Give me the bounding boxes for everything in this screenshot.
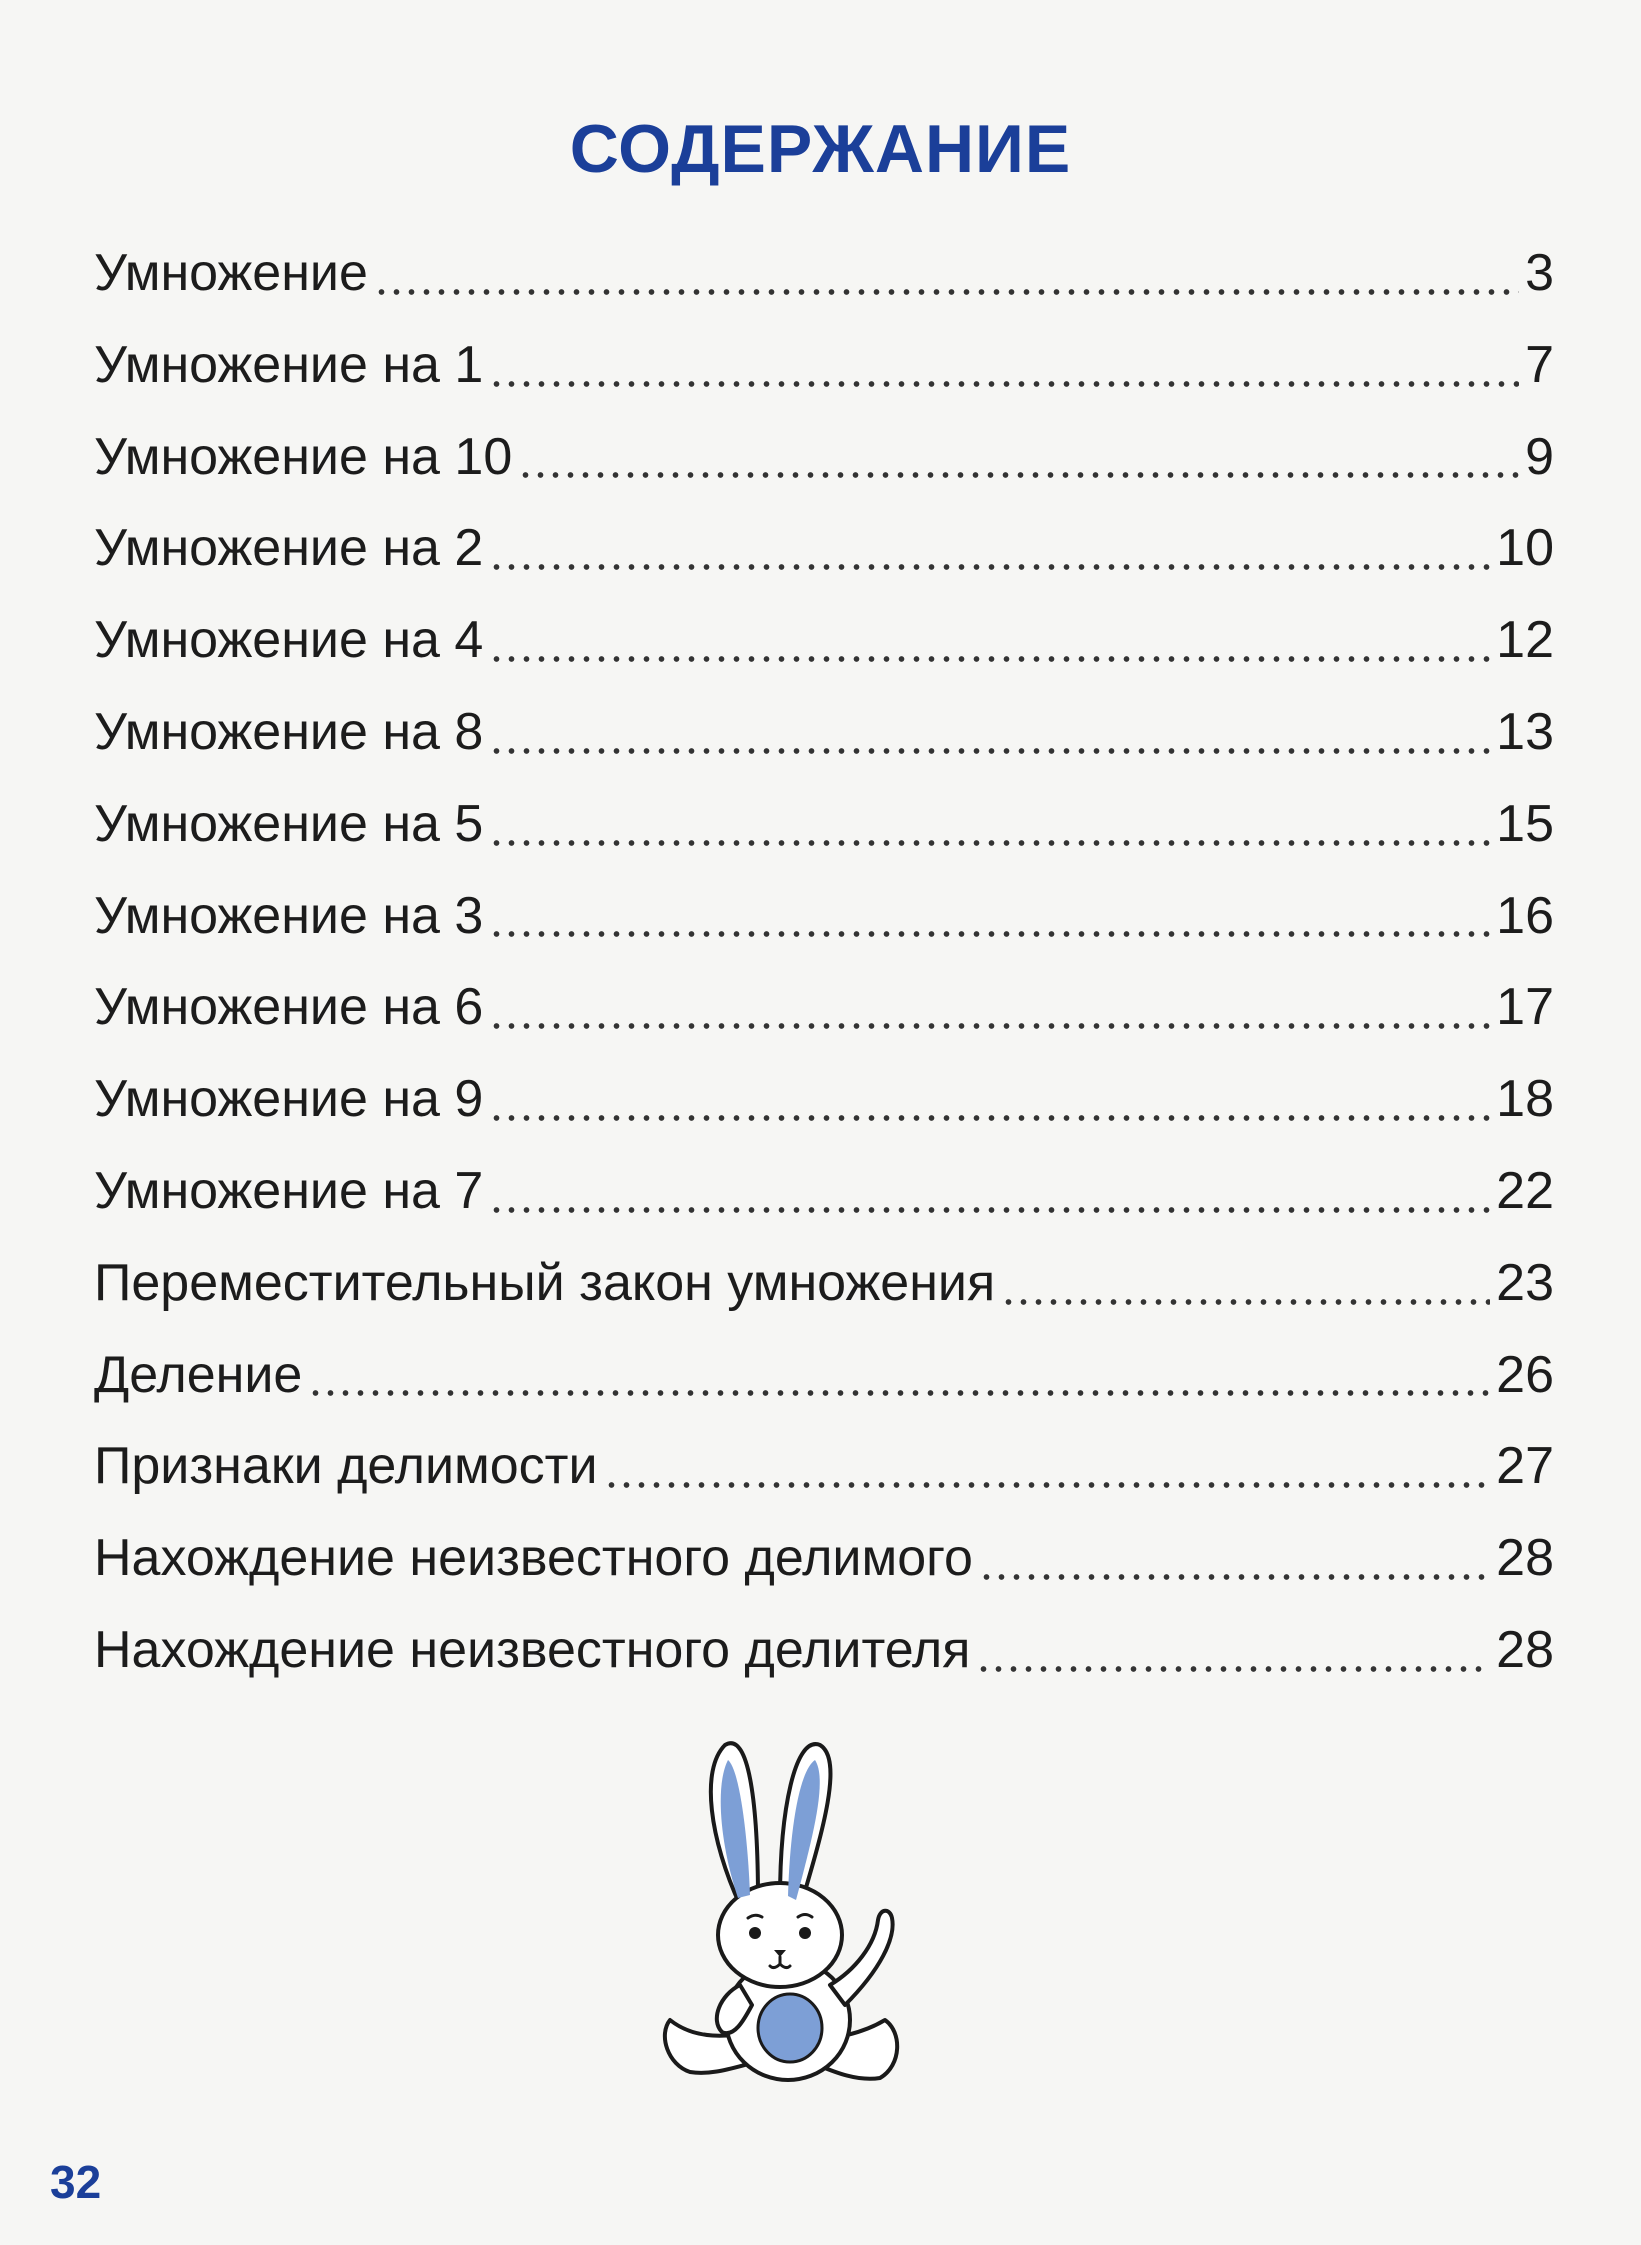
toc-entry-page: 18 [1496,1070,1554,1129]
toc-entry [94,1513,1554,1605]
toc-entry [94,595,1554,687]
toc-entry-label: Деление [94,1345,303,1404]
toc-entry-label: Переместительный закон умножения [94,1253,996,1312]
bunny-illustration [640,1720,940,2120]
toc-entry [94,1605,1554,1697]
toc-entry [94,871,1554,963]
toc-entry-label: Нахождение неизвестного делимого [94,1529,973,1588]
toc-entry-label: Признаки делимости [94,1437,598,1496]
dot-leader [489,562,1490,572]
page-number: 32 [50,2156,102,2208]
dot-leader [518,470,1519,480]
toc-entry [94,412,1554,504]
dot-leader [489,1113,1490,1123]
dot-leader [489,379,1519,389]
page-title: СОДЕРЖАНИЕ [569,111,1072,187]
toc-entry-page: 15 [1496,794,1554,853]
dot-leader [976,1664,1490,1674]
table-of-contents [94,228,1554,1697]
toc-entry-page: 22 [1496,1161,1554,1220]
toc-entry-label: Умножение на 4 [94,611,484,670]
toc-entry-page: 7 [1525,335,1554,394]
toc-entry [94,1054,1554,1146]
toc-entry-label: Нахождение неизвестного делителя [94,1620,971,1679]
toc-entry-page: 28 [1496,1529,1554,1588]
toc-entry-label: Умножение на 7 [94,1161,484,1220]
dot-leader [489,1021,1490,1031]
toc-entry-label: Умножение на 6 [94,978,484,1037]
toc-entry-label: Умножение на 3 [94,886,484,945]
toc-entry [94,320,1554,412]
toc-entry [94,1238,1554,1330]
toc-entry-page: 26 [1496,1345,1554,1404]
toc-entry [94,228,1554,320]
dot-leader [489,838,1490,848]
dot-leader [604,1480,1491,1490]
toc-entry-page: 27 [1496,1437,1554,1496]
toc-entry-label: Умножение на 9 [94,1070,484,1129]
toc-entry-page: 9 [1525,427,1554,486]
toc-entry [94,962,1554,1054]
dot-leader [308,1388,1490,1398]
toc-entry-page: 17 [1496,978,1554,1037]
toc-entry-label: Умножение на 10 [94,427,513,486]
toc-entry-page: 10 [1496,519,1554,578]
toc-entry-page: 13 [1496,702,1554,761]
toc-entry-label: Умножение на 8 [94,702,484,761]
dot-leader [1001,1297,1490,1307]
dot-leader [489,1205,1490,1215]
toc-entry-page: 23 [1496,1253,1554,1312]
dot-leader [489,746,1490,756]
toc-entry-page: 28 [1496,1620,1554,1679]
toc-entry-label: Умножение на 1 [94,335,484,394]
toc-entry [94,1330,1554,1422]
toc-entry [94,1421,1554,1513]
toc-entry [94,503,1554,595]
toc-entry-page: 16 [1496,886,1554,945]
dot-leader [489,654,1490,664]
toc-entry [94,687,1554,779]
dot-leader [489,929,1490,939]
toc-entry-label: Умножение [94,244,368,302]
dot-leader [979,1572,1490,1582]
toc-entry-page: 12 [1496,611,1554,670]
toc-entry-page: 3 [1525,244,1554,302]
toc-entry [94,1146,1554,1238]
toc-entry [94,779,1554,871]
toc-entry-label: Умножение на 2 [94,519,484,578]
dot-leader [374,287,1519,297]
toc-entry-label: Умножение на 5 [94,794,484,853]
